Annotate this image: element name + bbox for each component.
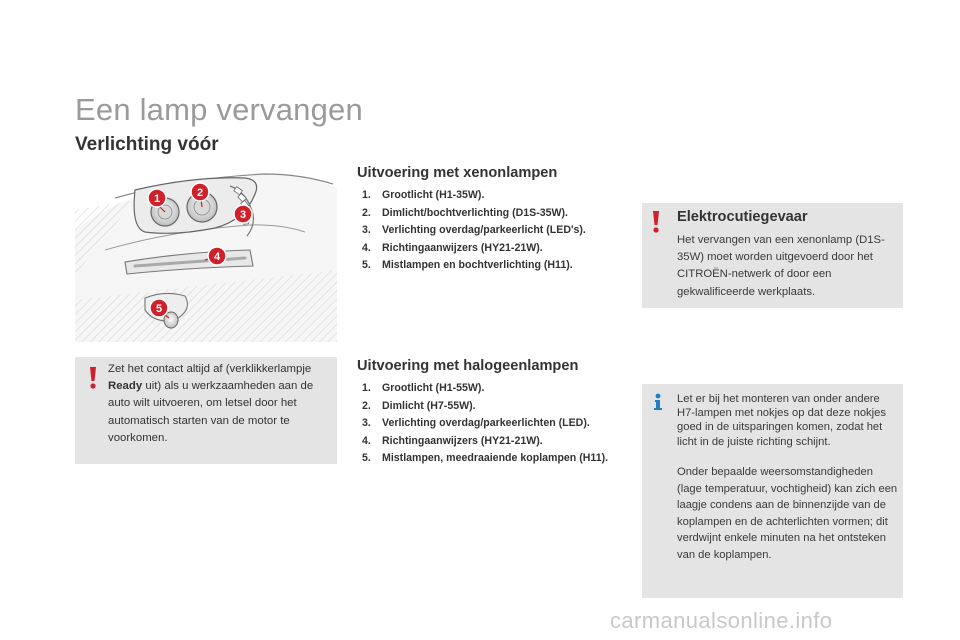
callout-4: [208, 247, 226, 265]
list-item: 3. Verlichting overdag/parkeerlicht (LED's).: [362, 224, 586, 237]
halogen-list: [362, 381, 627, 469]
list-item: 4. Richtingaanwijzers (HY21-21W).: [362, 241, 543, 254]
page-title: Een lamp vervangen: [75, 92, 363, 127]
callout-5: [150, 299, 168, 317]
electrocution-text: Het vervangen van een xenonlamp (D1S-35W) moet worden uitgevoerd door het CITROËN-netwerk of door een gekwalificeerde werkplaats.: [677, 234, 885, 298]
section-title: Verlichting vóór: [75, 134, 219, 155]
list-item: 1. Grootlicht (H1-55W).: [362, 382, 485, 394]
xenon-title: Uitvoering met xenonlampen: [357, 165, 558, 181]
info-text-2: Onder bepaalde weersomstandigheden (lage temperatuur, vochtigheid) kan zich een laagje condens aan de binnenzijde van de koplampen en de achterlichten vormen; dit verdwijnt enkele minuten na het ontsteken van de koplampen.: [677, 466, 898, 561]
list-item: 5. Mistlampen en bochtverlichting (H11).: [362, 259, 573, 272]
callout-3: [234, 205, 252, 223]
svg-text:4: 4: [213, 251, 221, 263]
exclamation-icon: [649, 210, 663, 234]
svg-text:5: 5: [155, 303, 163, 315]
exclamation-icon: [86, 366, 100, 390]
warning-text: Zet het contact altijd af (verklikkerlampje Ready uit) als u werkzaamheden aan de auto wilt uitvoeren, om letsel door het automatisch starten van de motor te voorkomen.: [108, 363, 314, 444]
xenon-list: [362, 188, 627, 276]
list-item: 5. Mistlampen, meedraaiende koplampen (H11).: [362, 452, 609, 465]
svg-text:2: 2: [196, 187, 204, 199]
electrocution-title: Elektrocutiegevaar: [677, 209, 808, 225]
list-item: 2. Dimlicht (H7-55W).: [362, 399, 476, 412]
watermark: carmanualsonline.info: [610, 608, 833, 633]
svg-text:1: 1: [153, 193, 161, 205]
list-item: 2. Dimlicht/bochtverlichting (D1S-35W).: [362, 206, 568, 219]
callout-2: [191, 183, 209, 201]
callout-1: [148, 189, 166, 207]
info-text-1: Let er bij het monteren van onder andere H7-lampen met nokjes op dat deze nokjes goed in de uitsparingen komen, zodat het licht in de juiste richting schijnt.: [677, 393, 886, 448]
list-item: 1. Grootlicht (H1-35W).: [362, 189, 485, 201]
list-item: 4. Richtingaanwijzers (HY21-21W).: [362, 434, 543, 447]
info-icon: [651, 393, 665, 411]
list-item: 3. Verlichting overdag/parkeerlichten (LED).: [362, 417, 590, 430]
ready-label: Ready: [108, 380, 143, 393]
halogen-title: Uitvoering met halogeenlampen: [357, 358, 579, 374]
svg-text:3: 3: [239, 209, 247, 221]
headlamp-illustration: [75, 170, 337, 342]
